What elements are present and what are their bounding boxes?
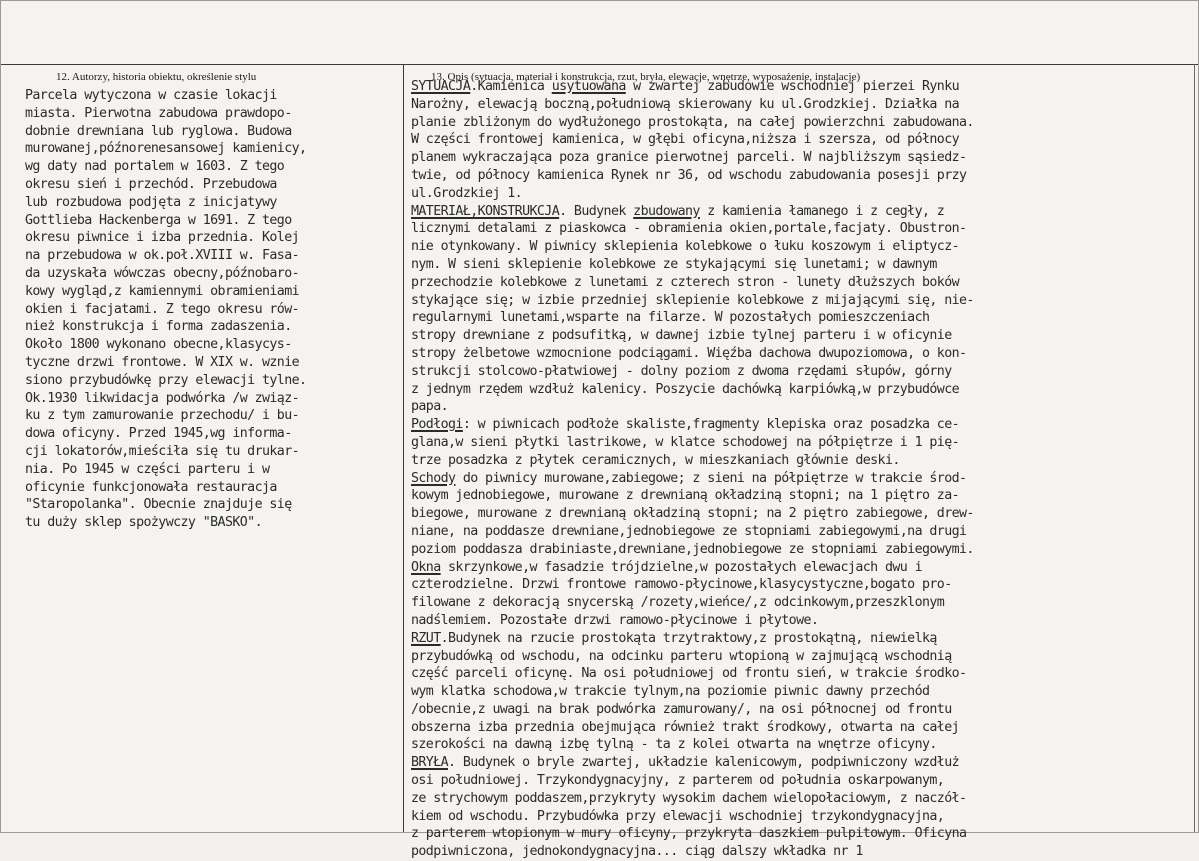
description-line [411,363,974,381]
history-line: okresu sień i przechód. Przebudowa [25,176,277,192]
description-line [411,203,974,221]
description-line [411,470,974,488]
description-line [411,220,974,238]
line-segment: nadślemiem. Pozostałe drzwi ramowo-płycinowe i płytowe. [411,612,819,628]
line-segment: papa. [411,399,449,415]
line-segment: osi południowej. Trzykondygnacyjny, z parterem od południa oskarpowanym, [411,773,945,789]
underlined-heading: Podłogi [411,417,463,433]
description-line [411,256,974,274]
history-line: oficynie funkcjonowała restauracja [25,479,277,495]
line-segment: Narożny, elewacją boczną,południową skierowany ku ul.Grodzkiej. Działka na [411,96,960,112]
description-line [411,683,974,701]
line-segment: planie zbliżonym do wydłużonego prostokąta, na całej powierzchni zabudowana. [411,114,974,130]
description-line [411,594,974,612]
history-line: okresu piwnice i izba przednia. Kolej [25,230,300,246]
description-line [411,487,974,505]
line-segment: do piwnicy murowane,zabiegowe; z sieni na półpiętrze w trakcie środ- [455,470,967,486]
line-segment: filowane z dekoracją snycerską /rozety,wieńce/,z odcinkowym,przeszklonym [411,595,945,611]
description-line [411,434,974,452]
description-line [411,559,974,577]
column-divider [403,64,404,832]
description-line [411,523,974,541]
description-line [411,167,974,185]
underlined-heading: Schody [411,470,456,486]
line-segment: stropy drewniane z podsufitką, w dawnej izbie tylnej parteru i w oficynie [411,328,952,344]
description-line [411,772,974,790]
history-line: nia. Po 1945 w części parteru i w [25,461,270,477]
description-line [411,612,974,630]
description-line [411,381,974,399]
history-line: cji lokatorów,mieściła się tu drukar- [25,443,300,459]
history-line: dobnie drewniana lub ryglowa. Budowa [25,123,292,139]
underlined-heading: RZUT [411,630,441,646]
right-border [1194,64,1195,832]
history-line: Gottlieba Hackenberga w 1691. Z tego [25,212,292,228]
line-segment: strukcji stolcowo-płatwiowej - dolny poziom z dwoma rzędami słupów, górny [411,363,952,379]
field-13-label: 13. Opis (sytuacja, materiał i konstrukcja, rzut, bryła, elewacje, wnętrze, wyposażenie, instalacje) [431,71,861,83]
description-line [411,131,974,149]
line-segment: regularnymi lunetami,wsparte na filarze. W pozostałych pomieszczeniach [411,310,930,326]
line-segment: biegowe, murowane z drewnianą okładziną stopni; na 2 piętro zabiegowe, drew- [411,506,974,522]
field-12-label: 12. Autorzy, historia obiektu, określenie stylu [56,71,257,83]
history-text-block [25,87,306,532]
description-line [411,825,974,843]
line-segment: . Budynek o bryle zwartej, układzie kalenicowym, podpiwniczony wzdłuż [448,755,960,771]
line-segment: niane, na poddasze drewniane,jednobiegowe ze stopniami zabiegowymi,na drugi [411,523,967,539]
history-line: wg daty nad portalem w 1603. Z tego [25,159,285,175]
description-line [411,398,974,416]
description-line [411,78,974,96]
description-line [411,541,974,559]
description-line [411,630,974,648]
description-line [411,719,974,737]
line-segment: z parterem wtopionym w mury oficyny, przykryta daszkiem pulpitowym. Oficyna [411,826,967,842]
description-text-block [411,78,974,861]
description-line [411,505,974,523]
description-line [411,665,974,683]
line-segment: W części frontowej kamienica, w głębi oficyna,niższa i szersza, od północy [411,132,960,148]
line-segment: stykające się; w izbie przedniej sklepienie kolebkowe z mijającymi się, nie- [411,292,974,308]
line-segment: podpiwniczona, jednokondygnacyjna... ciąg dalszy wkładka nr 1 [411,844,863,860]
history-line: da uzyskała wówczas obecny,późnobaro- [25,265,300,281]
line-segment: .Kamienica [470,79,552,94]
line-segment: planem wykraczająca poza granice pierwotnej parceli. W najbliższym sąsiedz- [411,150,967,166]
description-line [411,808,974,826]
line-segment: kowym jednobiegowe, murowane z drewnianą okładziną stopni; na 1 piętro za- [411,488,960,504]
line-segment: przybudówką od wschodu, na odcinku parteru wtopioną w zajmującą wschodnią [411,648,952,664]
underlined-heading: BRYŁA [411,755,449,771]
header-rule [1,64,1198,65]
line-segment: z jednym rzędem wzdłuż kalenicy. Poszycie dachówką karpiówką,w przybudówce [411,381,960,397]
line-segment: .Budynek na rzucie prostokąta trzytraktowy,z prostokątną, niewielką [440,630,937,646]
history-line: lub rozbudowa podjęta z inicjatywy [25,194,277,210]
line-segment: stropy żelbetowe wzmocnione podciągami. Więźba dachowa dwupoziomowa, o kon- [411,345,967,361]
description-line [411,736,974,754]
line-segment: przechodzie kolebkowe z lunetami z czterech stron - lunety dłuższych boków [411,274,960,290]
history-line: nież konstrukcja i forma zadaszenia. [25,319,292,335]
history-line: kowy wygląd,z kamiennymi obramieniami [25,283,300,299]
line-segment: ul.Grodzkiej 1. [411,185,523,201]
line-segment: . Budynek [559,203,634,219]
history-line: ku z tym zamurowanie przechodu/ i bu- [25,408,300,424]
description-line [411,292,974,310]
line-segment: z kamienia łamanego i z cegły, z [699,203,945,219]
description-line [411,790,974,808]
description-line [411,96,974,114]
line-segment: twie, od północy kamienica Rynek nr 36, od wschodu zabudowania posesji przy [411,167,967,183]
history-line: okien i facjatami. Z tego okresu rów- [25,301,300,317]
line-segment: /obecnie,z uwagi na brak podwórka zamurowany/, na osi północnej od frontu [411,701,952,717]
description-line [411,309,974,327]
line-segment: obszerna izba przednia obejmująca również trakt środkowy, otwarta na całej [411,719,960,735]
line-segment: nie otynkowany. W piwnicy sklepienia kolebkowe o łuku koszowym i eliptycz- [411,239,960,255]
history-line: Ok.1930 likwidacja podwórka /w związ- [25,390,300,406]
line-segment: glana,w sieni płytki lastrikowe, w klatce schodowej na półpiętrze i 1 pię- [411,434,960,450]
description-line [411,185,974,203]
line-segment: czterodzielne. Drzwi frontowe ramowo-płycinowe,klasycystyczne,bogato pro- [411,577,952,593]
history-line: tu duży sklep spożywczy "BASKO". [25,515,262,531]
history-line: siono przybudówkę przy elewacji tylne. [25,372,307,388]
description-line [411,327,974,345]
description-line [411,843,974,861]
line-segment: kiem od wschodu. Przybudówka przy elewacji wschodniej trzykondygnacyjna, [411,808,945,824]
description-line [411,274,974,292]
description-line [411,345,974,363]
line-segment: szerokości na dawną izbę tylną - ta z kolei otwarta na wnętrze oficyny. [411,737,937,753]
underlined-heading: usytuowana [551,79,626,94]
description-line [411,648,974,666]
description-line [411,576,974,594]
history-line: dowa oficyny. Przed 1945,wg informa- [25,426,292,442]
underlined-heading: SYTUACJA [411,79,471,94]
line-segment: wym klatka schodowa,w trakcie tylnym,na poziomie piwnic dawny przechód [411,684,930,700]
history-line: "Staropolanka". Obecnie znajduje się [25,497,292,513]
line-segment: nym. W sieni sklepienie kolebkowe ze stykającymi się lunetami; w dawnym [411,256,937,272]
description-line [411,114,974,132]
line-segment: część parceli oficynę. Na osi południowej od frontu sień, w trakcie środko- [411,666,967,682]
history-line: Około 1800 wykonano obecne,klasycys- [25,337,292,353]
line-segment: skrzynkowe,w fasadzie trójdzielne,w pozostałych elewacjach dwu i [440,559,922,575]
underlined-heading: Okna [411,559,441,575]
underlined-heading: zbudowany [633,203,700,219]
underlined-heading: MATERIAŁ,KONSTRUKCJA [411,203,560,219]
history-line: miasta. Pierwotna zabudowa prawdopo- [25,105,292,121]
line-segment: ze strychowym poddaszem,przykryty wysokim dachem wielopołaciowym, z naczół- [411,790,967,806]
line-segment: poziom poddasza drabiniaste,drewniane,jednobiegowe ze stopniami zabiegowymi. [411,541,974,557]
line-segment: w zwartej zabudowie wschodniej pierzei Rynku [625,79,960,94]
description-line [411,238,974,256]
description-line [411,149,974,167]
history-line: Parcela wytyczona w czasie lokacji [25,88,277,103]
history-line: tyczne drzwi frontowe. W XIX w. wznie [25,354,300,370]
description-line [411,701,974,719]
description-line [411,754,974,772]
description-line [411,452,974,470]
history-line: murowanej,późnorenesansowej kamienicy, [25,141,307,157]
line-segment: : w piwnicach podłoże skaliste,fragmenty klepiska oraz posadzka ce- [462,417,960,433]
line-segment: trze posadzka z płytek ceramicznych, w mieszkaniach głównie deski. [411,452,900,468]
history-line: na przebudowa w ok.poł.XVIII w. Fasa- [25,248,300,264]
line-segment: licznymi detalami z piaskowca - obramienia okien,portale,facjaty. Obustron- [411,221,967,237]
description-line [411,416,974,434]
